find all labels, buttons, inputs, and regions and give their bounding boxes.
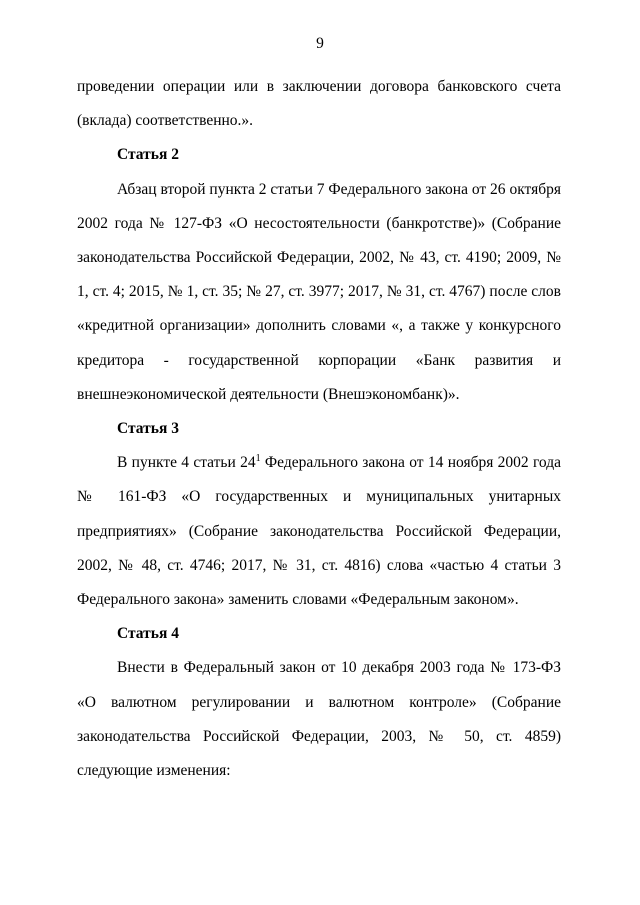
article-2-text: Абзац второй пункта 2 статьи 7 Федерального закона от 26 октября 2002 года № 127-ФЗ «О несостоятельности (банкротстве)» (Собрание законодательства Российской Федерации, 2002, № 43, ст. 4190; 2009, № 1, ст. 4; 2015, № 1, ст. 35; № 27, ст. 3977; 2017, № 31, ст. 4767) после слов «кредитной организации» дополнить словами «, а также у конкурсного кредитора - государственной корпорации «Банк развития и внешнеэкономической деятельности (Внешэкономбанк)». xyxy=(77,180,561,403)
article-heading-2: Статья 2 xyxy=(117,146,179,164)
article-3-superscript: 1 xyxy=(255,453,261,465)
document-body xyxy=(77,70,561,788)
page-number: 9 xyxy=(316,35,324,52)
article-3-text xyxy=(77,446,561,617)
article-heading-4: Статья 4 xyxy=(117,625,179,643)
article-3-text-after: Федерального закона от 14 ноября 2002 года № 161-ФЗ «О государственных и муниципальных унитарных предприятиях» (Собрание законодательства Российской Федерации, 2002, № 48, ст. 4746; 2017, № 31, ст. 4816) слова «частью 4 статьи 3 Федерального закона» заменить словами «Федеральным законом». xyxy=(77,454,562,609)
paragraph-continuation: проведении операции или в заключении договора банковского счета (вклада) соответственно.». xyxy=(77,78,561,130)
article-3-text-before: В пункте 4 статьи 24 xyxy=(117,454,256,472)
article-4-text: Внести в Федеральный закон от 10 декабря 2003 года № 173-ФЗ «О валютном регулировании и валютном контроле» (Собрание законодательства Российской Федерации, 2003, № 50, ст. 4859) следующие изменения: xyxy=(77,659,561,780)
article-heading-3: Статья 3 xyxy=(117,420,179,438)
